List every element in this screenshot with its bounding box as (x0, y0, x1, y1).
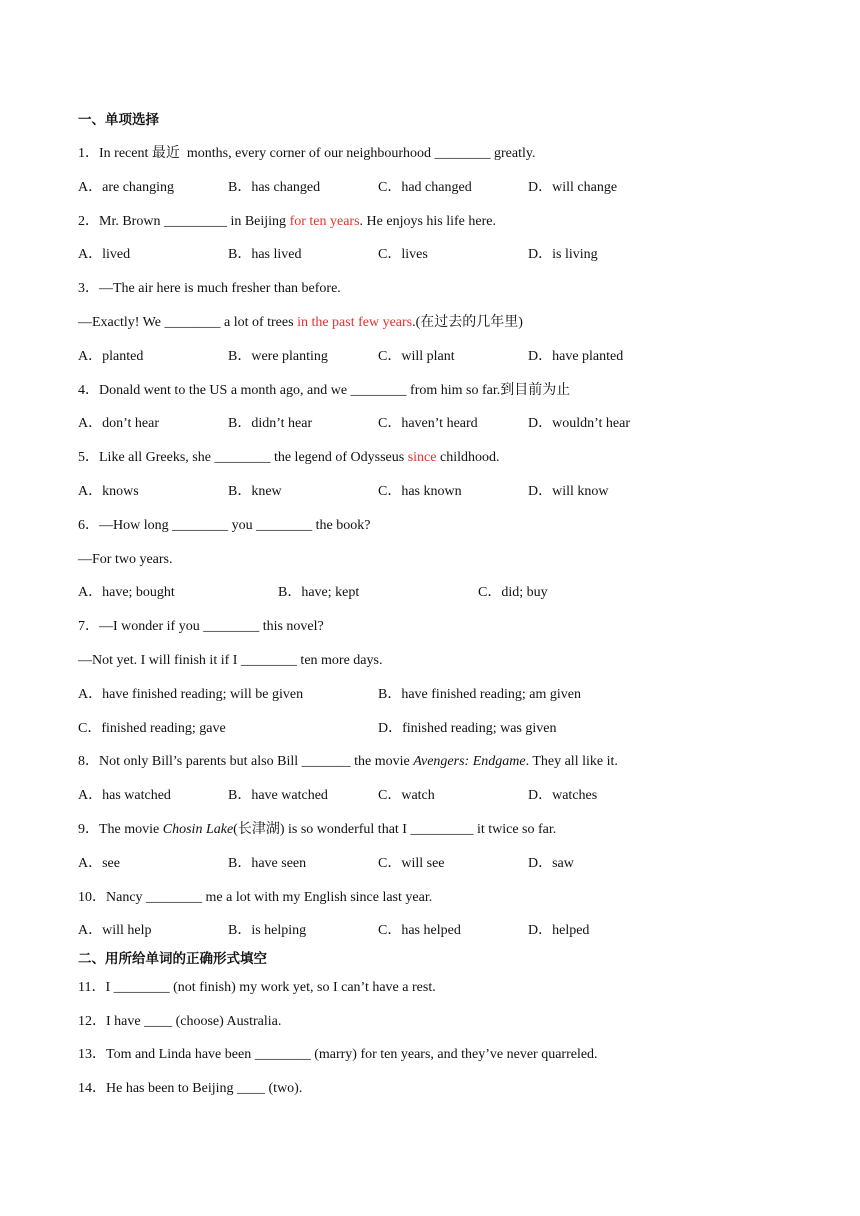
question-8: 8．Not only Bill’s parents but also Bill _______ the movie Avengers: Endgame. They all like it. (78, 754, 618, 769)
question-1: 1．In recent 最近 months, every corner of our neighbourhood ________ greatly. (78, 146, 536, 161)
option-b: B．is helping (228, 923, 307, 938)
option-c: C．will see (378, 856, 445, 871)
option-a: A．has watched (78, 788, 171, 803)
option-c: C．had changed (378, 180, 472, 195)
option-b: B．have watched (228, 788, 328, 803)
option-d: D．wouldn’t hear (528, 416, 630, 431)
option-d: D．will change (528, 180, 618, 195)
option-a: A．lived (78, 247, 131, 262)
question-14: 14．He has been to Beijing ____ (two). (78, 1081, 303, 1096)
option-b: B．were planting (228, 349, 328, 364)
option-b: B．have seen (228, 856, 307, 871)
question-6-options (78, 584, 548, 602)
question-8-options (78, 787, 598, 805)
option-c: C．watch (378, 788, 435, 803)
option-a: A．are changing (78, 180, 175, 195)
question-11: 11．I ________ (not finish) my work yet, so I can’t have a rest. (78, 980, 436, 995)
question-6: 6．—How long ________ you ________ the book? (78, 518, 371, 533)
option-c: C．did; buy (478, 585, 548, 600)
option-c: C．has helped (378, 923, 461, 938)
question-13: 13．Tom and Linda have been ________ (marry) for ten years, and they’ve never quarreled. (78, 1047, 598, 1062)
question-3-options (78, 348, 624, 366)
option-d: D．have planted (528, 349, 624, 364)
section-heading-multiple-choice: 一、单项选择 (78, 112, 159, 128)
option-a: A．knows (78, 484, 139, 499)
question-2: 2．Mr. Brown _________ in Beijing for ten years. He enjoys his life here. (78, 214, 496, 229)
option-a: A．don’t hear (78, 416, 159, 431)
option-c: C．has known (378, 484, 462, 499)
option-c: C．haven’t heard (378, 416, 478, 431)
movie-title: Chosin Lake (162, 822, 234, 837)
option-d: D．finished reading; was given (378, 721, 557, 736)
option-a: A．have finished reading; will be given (78, 687, 304, 702)
question-10-options (78, 922, 590, 940)
question-7-options-row1 (78, 686, 581, 704)
question-10: 10．Nancy ________ me a lot with my English since last year. (78, 890, 433, 905)
question-4-options (78, 415, 630, 433)
option-a: A．see (78, 856, 120, 871)
section-heading-fill-in: 二、用所给单词的正确形式填空 (78, 951, 267, 967)
question-7-response: —Not yet. I will finish it if I ________ ten more days. (78, 653, 383, 668)
option-a: A．have; bought (78, 585, 175, 600)
movie-title: Avengers: Endgame (413, 754, 526, 769)
option-b: B．have; kept (278, 585, 360, 600)
question-9-options (78, 855, 574, 873)
question-7: 7．—I wonder if you ________ this novel? (78, 619, 324, 634)
highlighted-phrase: for ten years (289, 214, 360, 229)
question-3: 3．—The air here is much fresher than before. (78, 281, 341, 296)
question-12: 12．I have ____ (choose) Australia. (78, 1014, 282, 1029)
option-d: D．will know (528, 484, 609, 499)
option-b: B．has lived (228, 247, 302, 262)
question-9: 9．The movie Chosin Lake(长津湖) is so wonderful that I _________ it twice so far. (78, 822, 557, 837)
highlighted-phrase: in the past few years (297, 315, 413, 330)
option-c: C．finished reading; gave (78, 721, 226, 736)
question-7-options-row2 (78, 720, 557, 738)
option-d: D．watches (528, 788, 598, 803)
question-6-response: —For two years. (78, 552, 173, 567)
option-b: B．has changed (228, 180, 321, 195)
option-b: B．knew (228, 484, 282, 499)
question-4: 4．Donald went to the US a month ago, and we ________ from him so far.到目前为止 (78, 383, 571, 398)
option-a: A．will help (78, 923, 152, 938)
question-2-options (78, 246, 598, 264)
question-1-options (78, 179, 618, 197)
option-b: B．have finished reading; am given (378, 687, 581, 702)
question-5-options (78, 483, 609, 501)
option-c: C．will plant (378, 349, 455, 364)
option-d: D．is living (528, 247, 598, 262)
option-d: D．helped (528, 923, 590, 938)
option-d: D．saw (528, 856, 574, 871)
option-c: C．lives (378, 247, 428, 262)
option-b: B．didn’t hear (228, 416, 313, 431)
question-5: 5．Like all Greeks, she ________ the legend of Odysseus since childhood. (78, 450, 500, 465)
highlighted-phrase: since (407, 450, 437, 465)
question-3-response: —Exactly! We ________ a lot of trees in the past few years.(在过去的几年里) (78, 315, 523, 330)
option-a: A．planted (78, 349, 144, 364)
